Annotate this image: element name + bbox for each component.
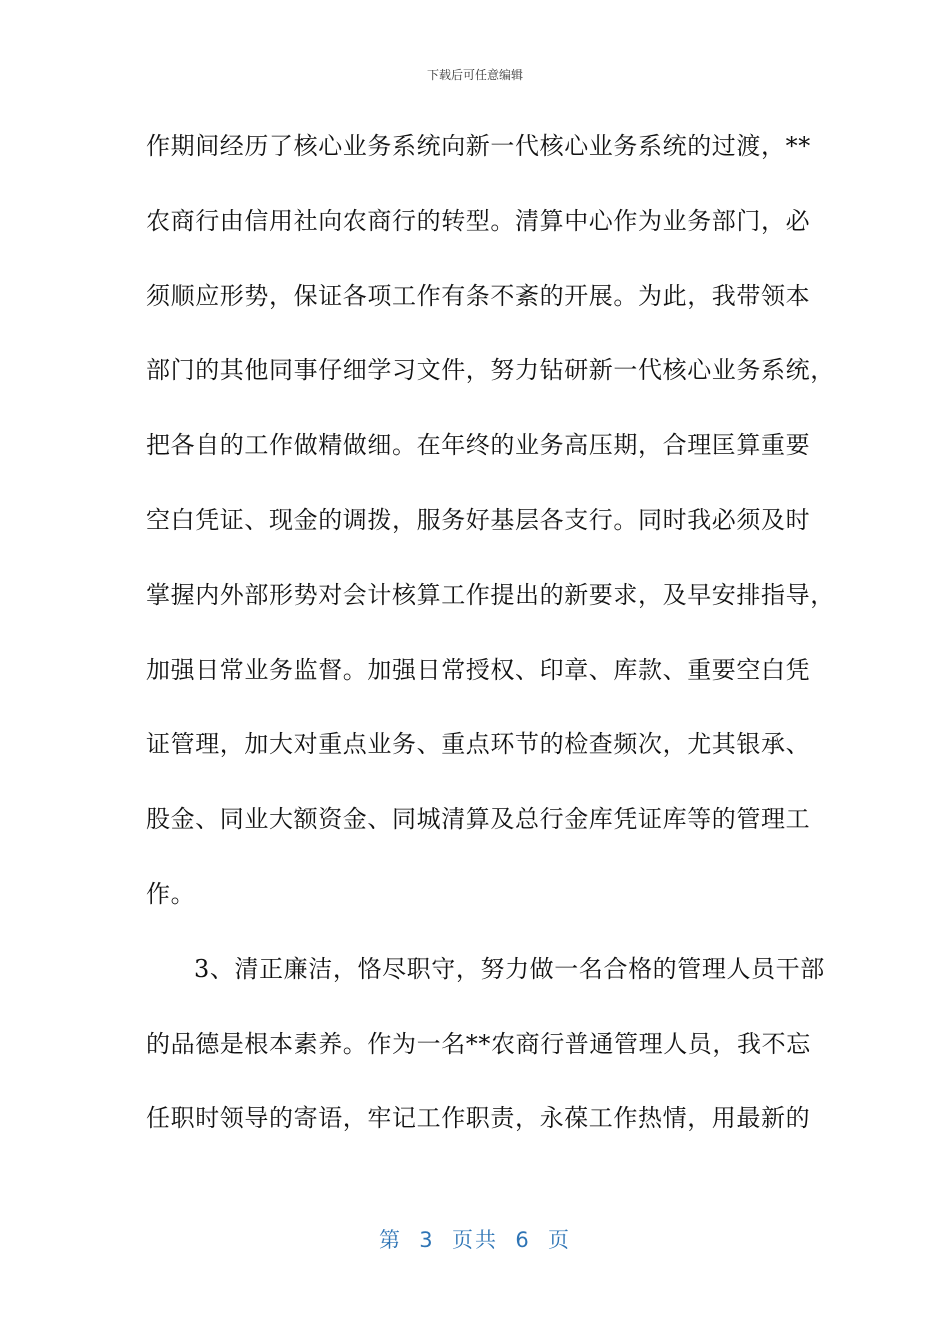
- body-line: 把各自的工作做精做细。在年终的业务高压期，合理匡算重要: [146, 431, 811, 460]
- body-line: 空白凭证、现金的调拨，服务好基层各支行。同时我必须及时: [146, 505, 811, 534]
- body-line-paragraph-start: 3、清正廉洁，恪尽职守，努力做一名合格的管理人员干部: [194, 954, 825, 983]
- page-number-label: 第 3 页共 6 页: [378, 1228, 572, 1252]
- body-line: 的品德是根本素养。作为一名**农商行普通管理人员，我不忘: [146, 1029, 811, 1058]
- body-line: 农商行由信用社向农商行的转型。清算中心作为业务部门，必: [146, 206, 811, 235]
- body-line: 任职时领导的寄语，牢记工作职责，永葆工作热情，用最新的: [146, 1104, 811, 1133]
- page-header: 下载后可任意编辑: [426, 68, 523, 82]
- body-line-paragraph-end: 作。: [146, 879, 196, 908]
- body-line: 部门的其他同事仔细学习文件，努力钻研新一代核心业务系统，: [146, 356, 835, 385]
- body-line: 股金、同业大额资金、同城清算及总行金库凭证库等的管理工: [146, 805, 811, 834]
- document-body: [146, 126, 835, 1173]
- body-line: 须顺应形势，保证各项工作有条不紊的开展。为此，我带领本: [146, 281, 811, 310]
- body-line: 作期间经历了核心业务系统向新一代核心业务系统的过渡，**: [146, 132, 811, 160]
- page-number: [0, 1224, 950, 1254]
- body-line: 证管理，加大对重点业务、重点环节的检查频次，尤其银承、: [146, 730, 811, 759]
- body-line: 掌握内外部形势对会计核算工作提出的新要求，及早安排指导，: [146, 580, 835, 609]
- body-line: 加强日常业务监督。加强日常授权、印章、库款、重要空白凭: [146, 655, 811, 684]
